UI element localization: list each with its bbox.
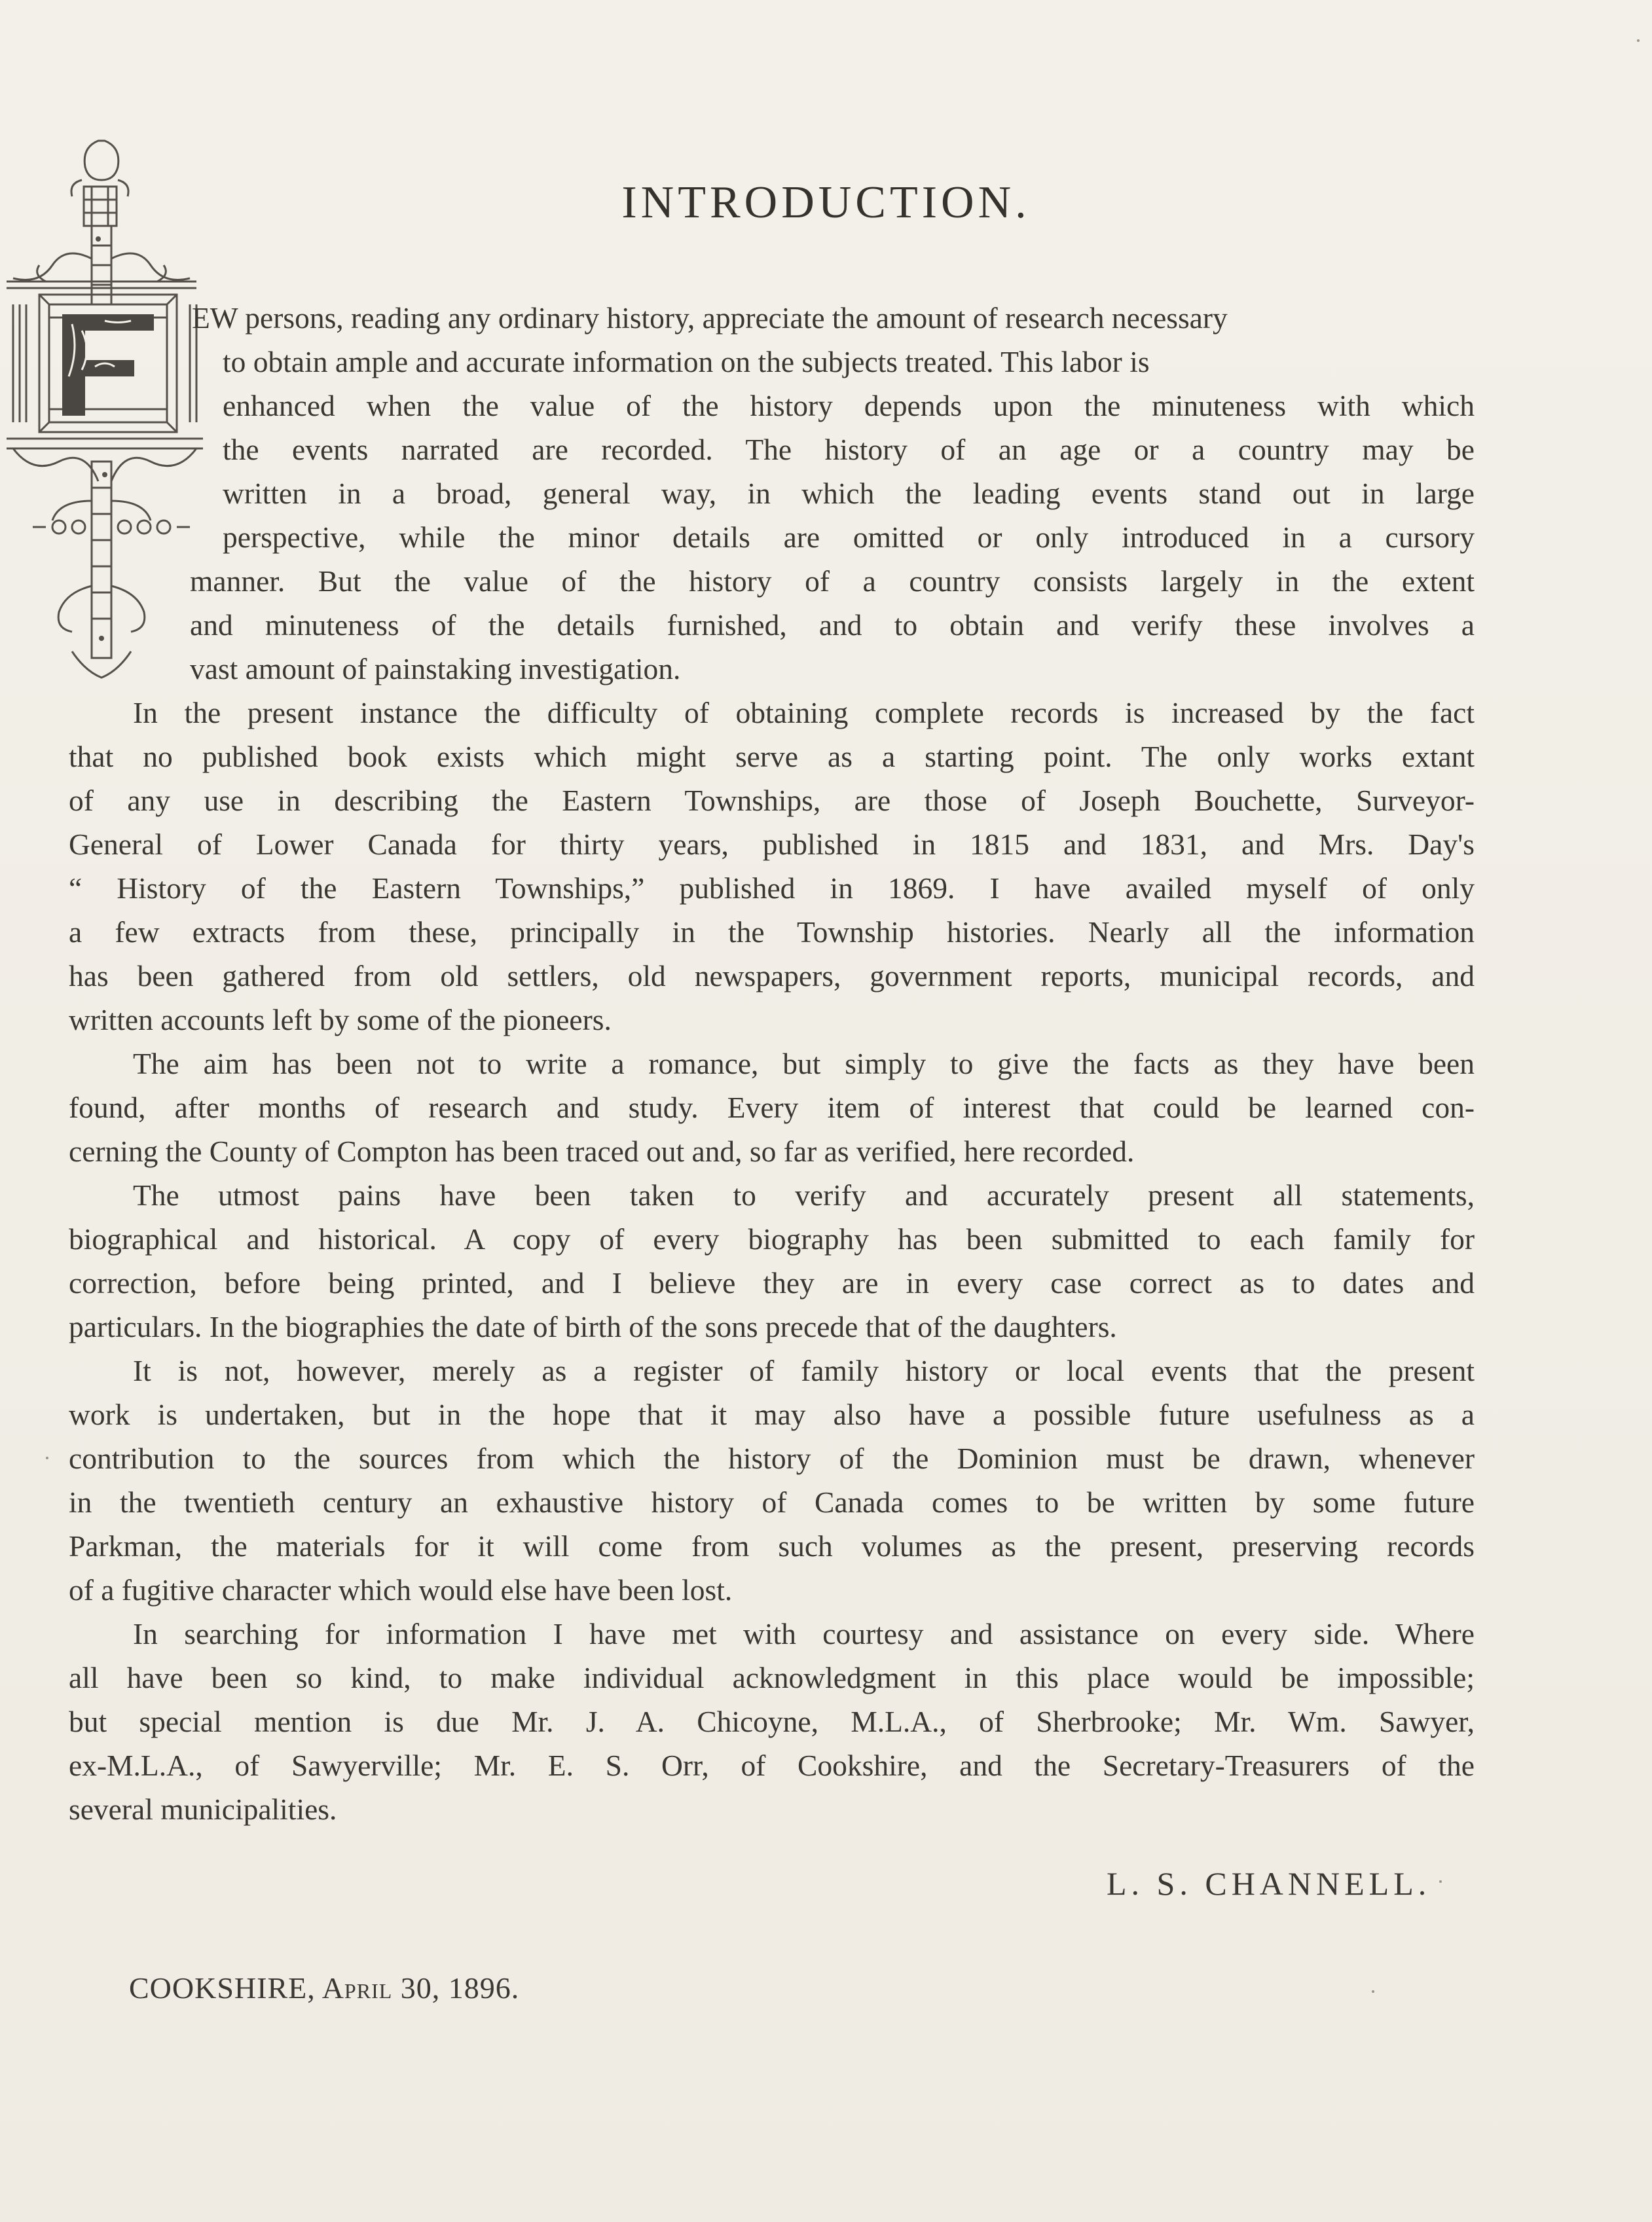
page-speck [1637, 39, 1640, 42]
text-line: and minuteness of the details furnished, and to obtain and verify these involves a [190, 608, 1475, 642]
text-line: cerning the County of Compton has been traced out and, so far as verified, here recorded. [69, 1135, 1135, 1168]
text-line: particulars. In the biographies the date of birth of the sons precede that of the daughters. [69, 1310, 1117, 1343]
text-line: Parkman, the materials for it will come from such volumes as the present, preserving records [69, 1529, 1475, 1563]
text-line: “ History of the Eastern Townships,” published in 1869. I have availed myself of only [69, 871, 1475, 905]
text-line: EW persons, reading any ordinary history, appreciate the amount of research necessary [192, 301, 1228, 335]
text-line: in the twentieth century an exhaustive history of Canada comes to be written by some future [69, 1485, 1475, 1519]
text-line: found, after months of research and study. Every item of interest that could be learned con- [69, 1091, 1475, 1124]
text-line: General of Lower Canada for thirty years, published in 1815 and 1831, and Mrs. Day's [69, 828, 1475, 861]
text-line: The aim has been not to write a romance, but simply to give the facts as they have been [133, 1047, 1475, 1080]
text-line: of any use in describing the Eastern Townships, are those of Joseph Bouchette, Surveyor- [69, 784, 1475, 817]
page-title: INTRODUCTION. [621, 177, 1031, 228]
text-line: ex-M.L.A., of Sawyerville; Mr. E. S. Orr, of Cookshire, and the Secretary-Treasurers of the [69, 1749, 1475, 1782]
text-line: several municipalities. [69, 1793, 337, 1826]
text-line: vast amount of painstaking investigation. [190, 652, 681, 685]
text-line: of a fugitive character which would else have been lost. [69, 1573, 733, 1607]
text-line: biographical and historical. A copy of every biography has been submitted to each family for [69, 1222, 1475, 1256]
text-line: It is not, however, merely as a register of family history or local events that the present [133, 1354, 1475, 1387]
text-line: The utmost pains have been taken to verify and accurately present all statements, [133, 1178, 1475, 1212]
text-line: all have been so kind, to make individual acknowledgment in this place would be impossible; [69, 1661, 1475, 1694]
place-date-text: COOKSHIRE, April 30, 1896. [129, 1971, 520, 2005]
text-line: manner. But the value of the history of a country consists largely in the extent [190, 564, 1475, 598]
text-line: contribution to the sources from which the history of the Dominion must be drawn, whenever [69, 1442, 1475, 1475]
page-speck [1439, 1880, 1442, 1883]
text-line: has been gathered from old settlers, old newspapers, government reports, municipal records, and [69, 959, 1475, 993]
text-line: the events narrated are recorded. The history of an age or a country may be [223, 433, 1475, 466]
text-line: written accounts left by some of the pioneers. [69, 1003, 612, 1036]
text-line: In the present instance the difficulty of obtaining complete records is increased by the fact [133, 696, 1475, 729]
text-line: In searching for information I have met with courtesy and assistance on every side. Where [133, 1617, 1475, 1650]
text-line: enhanced when the value of the history depends upon the minuteness with which [223, 389, 1475, 422]
text-line: a few extracts from these, principally in the Township histories. Nearly all the information [69, 915, 1475, 949]
text-line: correction, before being printed, and I believe they are in every case correct as to dates and [69, 1266, 1475, 1300]
author-signature: L. S. CHANNELL. [1107, 1865, 1431, 1902]
text-line: written in a broad, general way, in which the leading events stand out in large [223, 477, 1475, 510]
page-speck [46, 1457, 48, 1459]
text-line: perspective, while the minor details are omitted or only introduced in a cursory [223, 520, 1475, 554]
text-line: to obtain ample and accurate information on the subjects treated. This labor is [223, 345, 1150, 378]
page-speck [1372, 1990, 1374, 1993]
text-line: but special mention is due Mr. J. A. Chicoyne, M.L.A., of Sherbrooke; Mr. Wm. Sawyer, [69, 1705, 1475, 1738]
decorative-initial-f-icon [0, 134, 223, 691]
text-line: work is undertaken, but in the hope that it may also have a possible future usefulness as a [69, 1398, 1475, 1431]
text-line: that no published book exists which might serve as a starting point. The only works extant [69, 740, 1475, 773]
place-date [129, 1971, 519, 2005]
